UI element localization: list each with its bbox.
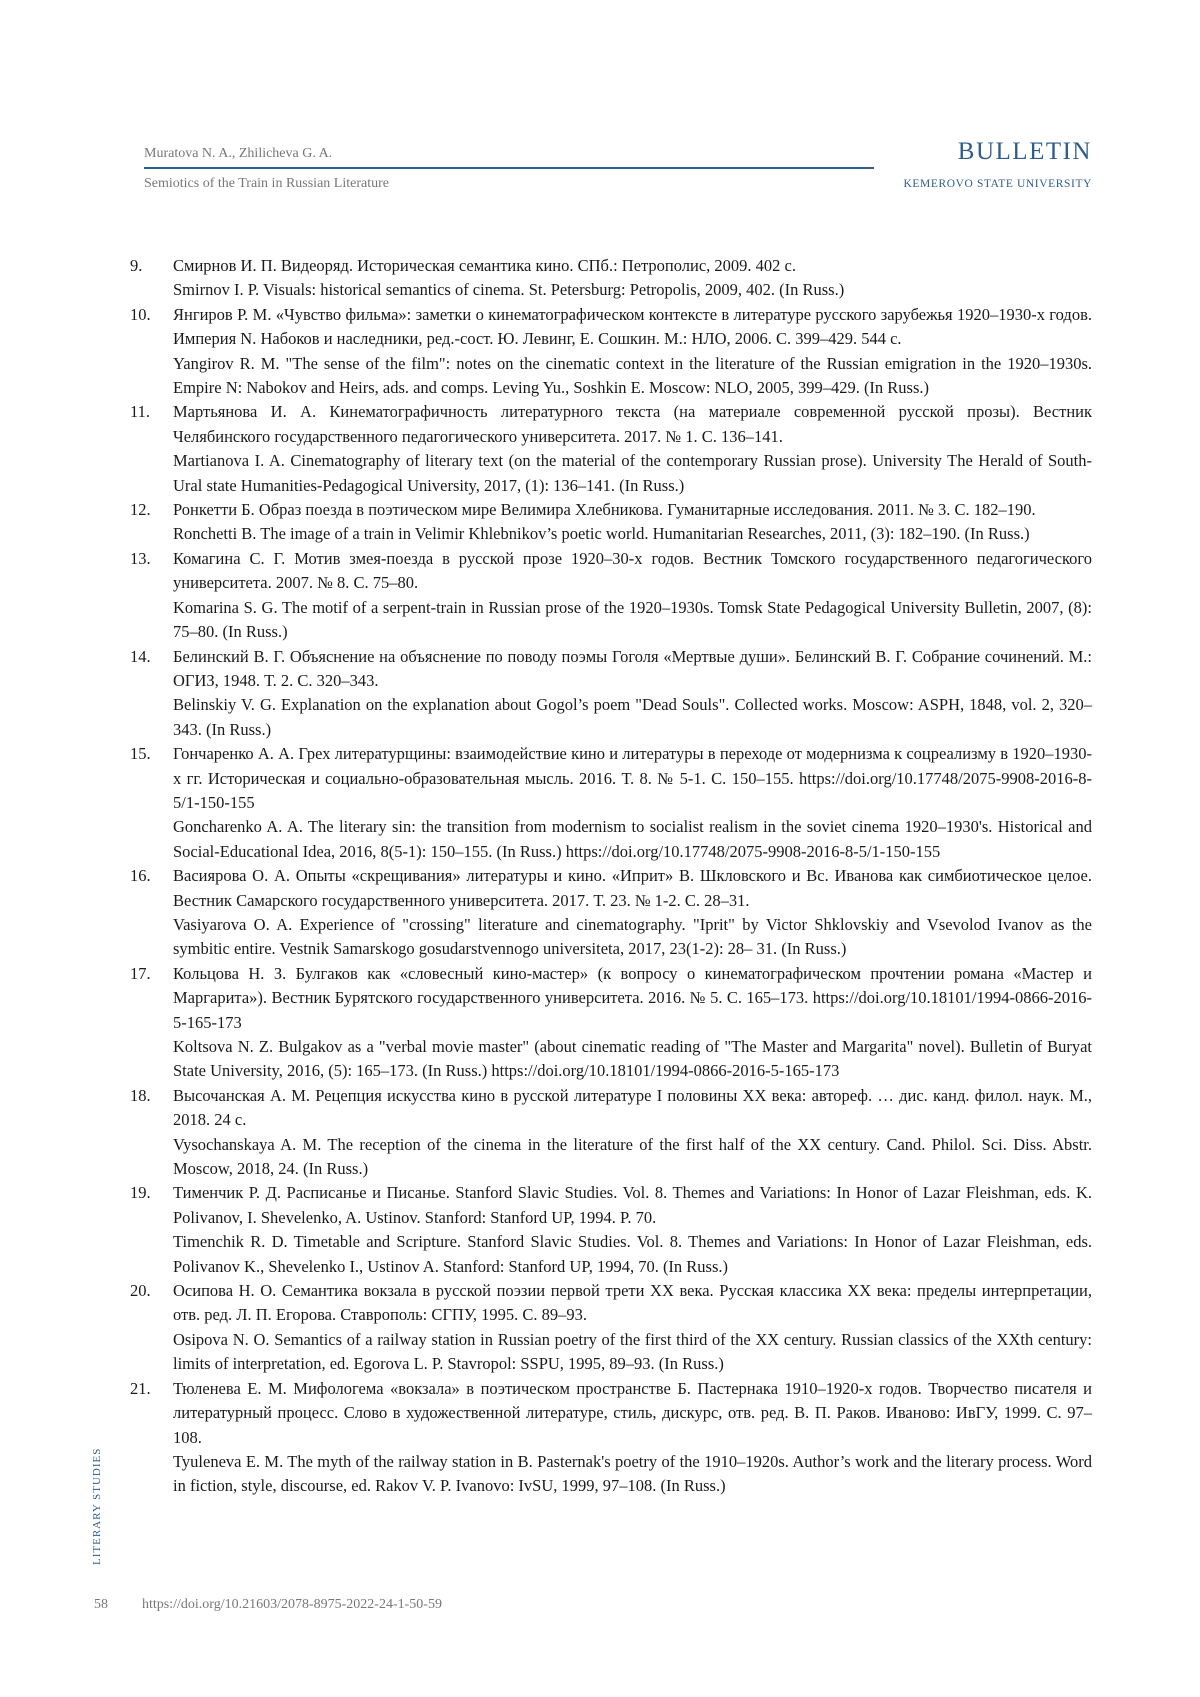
reference-english: Vasiyarova O. A. Experience of "crossing" literature and cinematography. "Iprit" by Victor Shklovskiy and Vsevolod Ivanov as the symbitic entire. Vestnik Samarskogo gosudarstvennogo universiteta, 2017, 23(1-2): 28– 31. (In Russ.) xyxy=(173,914,1092,959)
reference-list xyxy=(130,254,1092,1499)
reference-item xyxy=(130,1377,1092,1499)
section-side-label: LITERARY STUDIES xyxy=(91,1447,103,1565)
reference-item xyxy=(130,547,1092,645)
reference-english: Yangirov R. M. "The sense of the film": notes on the cinematic context in the literature of the Russian emigration in the 1920–1930s. Empire N: Nabokov and Heirs, ads. and comps. Leving Yu., Soshkin E. Moscow: NLO, 2005, 399–429. (In Russ.) xyxy=(173,353,1092,398)
page-header xyxy=(144,138,1092,198)
reference-number: 14. xyxy=(130,646,151,666)
reference-number: 19. xyxy=(130,1183,151,1203)
reference-russian: Комагина С. Г. Мотив змея-поезда в русской прозе 1920–30-х годов. Вестник Томского государственного педагогического университета. 2007. № 8. С. 75–80. xyxy=(173,548,1092,593)
reference-russian: Васиярова О. А. Опыты «скрещивания» литературы и кино. «Иприт» В. Шкловского и Вс. Иванова как симбиотическое целое. Вестник Самарского государственного университета. 2017. Т. 23. № 1-2. С. 28–31. xyxy=(173,866,1092,910)
reference-russian: Высочанская А. М. Рецепция искусства кино в русской литературе I половины XX века: автореф. … дис. канд. филол. наук. М., 2018. 24 с. xyxy=(173,1085,1092,1130)
reference-russian: Смирнов И. П. Видеоряд. Историческая семантика кино. СПб.: Петрополис, 2009. 402 с. xyxy=(173,256,797,275)
article-doi[interactable]: https://doi.org/10.21603/2078-8975-2022-24-1-50-59 xyxy=(142,1597,442,1612)
reference-english: Belinskiy V. G. Explanation on the explanation about Gogol’s poem "Dead Souls". Collected works. Moscow: ASPH, 1848, vol. 2, 320–343. (In Russ.) xyxy=(173,695,1092,739)
reference-number: 17. xyxy=(130,963,151,983)
reference-russian: Тюленева Е. М. Мифологема «вокзала» в поэтическом пространстве Б. Пастернака 1910–1920-х годов. Творчество писателя и литературный процесс. Слово в художественной литературе, стиль, дискурс, отв. ред. В. П. Раков. Иваново: ИвГУ, 1999. С. 97–108. xyxy=(173,1378,1092,1447)
header-rule xyxy=(144,167,874,169)
reference-item xyxy=(130,498,1092,547)
reference-english: Koltsova N. Z. Bulgakov as a "verbal movie master" (about cinematic reading of "The Master and Margarita" novel). Bulletin of Buryat State University, 2016, (5): 165–173. (In Russ.) https://doi.org/10.18101/1994-0866-2016-5-165-173 xyxy=(173,1037,1092,1081)
page-number: 58 xyxy=(94,1597,108,1612)
reference-number: 12. xyxy=(130,500,151,520)
reference-item xyxy=(130,864,1092,962)
reference-russian: Янгиров Р. М. «Чувство фильма»: заметки о кинематографическом контексте в литературе русского зарубежья 1920–1930-х годов. Империя N. Набоков и наследники, ред.-сост. Ю. Левинг, Е. Сошкин. М.: НЛО, 2006. С. 399–429. 544 с. xyxy=(173,304,1092,349)
reference-item xyxy=(130,1279,1092,1377)
reference-russian: Осипова Н. О. Семантика вокзала в русской поэзии первой трети XX века. Русская классика XX века: пределы интерпретации, отв. ред. Л. П. Егорова. Ставрополь: СГПУ, 1995. С. 89–93. xyxy=(173,1281,1092,1325)
reference-item xyxy=(130,303,1092,401)
reference-number: 20. xyxy=(130,1281,151,1301)
reference-item xyxy=(130,1084,1092,1182)
reference-english: Ronchetti B. The image of a train in Velimir Khlebnikov’s poetic world. Humanitarian Researches, 2011, (3): 182–190. (In Russ.) xyxy=(173,524,1030,544)
reference-number: 13. xyxy=(130,548,151,568)
reference-number: 21. xyxy=(130,1378,151,1398)
reference-item xyxy=(130,1181,1092,1279)
reference-russian: Мартьянова И. А. Кинематографичность литературного текста (на материале современной русской прозы). Вестник Челябинского государственного педагогического университета. 2017. № 1. С. 136–141. xyxy=(173,402,1092,446)
reference-russian: Кольцова Н. З. Булгаков как «словесный кино-мастер» (к вопросу о кинематографическом прочтении романа «Мастер и Маргарита»). Вестник Бурятского государственного университета. 2016. № 5. С. 165–173. https://doi.org/10.18101/1994-0866-2016-5-165-173 xyxy=(173,963,1092,1032)
reference-number: 10. xyxy=(130,304,151,324)
journal-title: BULLETIN xyxy=(957,138,1092,165)
reference-english: Komarina S. G. The motif of a serpent-train in Russian prose of the 1920–1930s. Tomsk State Pedagogical University Bulletin, 2007, (8): 75–80. (In Russ.) xyxy=(173,597,1092,642)
reference-english: Smirnov I. P. Visuals: historical semantics of cinema. St. Petersburg: Petropolis, 2009, 402. (In Russ.) xyxy=(173,280,845,300)
reference-item xyxy=(130,645,1092,743)
reference-russian: Тименчик Р. Д. Расписанье и Писанье. Stanford Slavic Studies. Vol. 8. Themes and Variations: In Honor of Lazar Fleishman, eds. K. Polivanov, I. Shevelenko, A. Ustinov. Stanford: Stanford UP, 1994. P. 70. xyxy=(173,1183,1092,1227)
journal-subtitle: KEMEROVO STATE UNIVERSITY xyxy=(903,178,1092,190)
reference-number: 18. xyxy=(130,1085,151,1105)
reference-russian: Ронкетти Б. Образ поезда в поэтическом мире Велимира Хлебникова. Гуманитарные исследования. 2011. № 3. С. 182–190. xyxy=(173,500,1036,520)
reference-item xyxy=(130,742,1092,864)
reference-english: Vysochanskaya A. M. The reception of the cinema in the literature of the first half of the XX century. Cand. Philol. Sci. Diss. Abstr. Moscow, 2018, 24. (In Russ.) xyxy=(173,1134,1092,1179)
reference-number: 15. xyxy=(130,744,151,764)
reference-russian: Белинский В. Г. Объяснение на объяснение по поводу поэмы Гоголя «Мертвые души». Белинский В. Г. Собрание сочинений. М.: ОГИЗ, 1948. Т. 2. С. 320–343. xyxy=(173,646,1092,690)
reference-number: 9. xyxy=(130,256,143,275)
reference-english: Martianova I. A. Cinematography of literary text (on the material of the contemporary Russian prose). University The Herald of South-Ural state Humanities-Pedagogical University, 2017, (1): 136–141. (In Russ.) xyxy=(173,451,1092,495)
reference-russian: Гончаренко А. А. Грех литературщины: взаимодействие кино и литературы в переходе от модернизма к соцреализму в 1920–1930-х гг. Историческая и социально-образовательная мысль. 2016. Т. 8. № 5-1. С. 150–155. https://doi.org/10.17748/2075-9908-2016-8-5/1-150-155 xyxy=(173,744,1092,812)
running-head-authors: Muratova N. A., Zhilicheva G. A. xyxy=(144,146,333,161)
reference-item xyxy=(130,962,1092,1084)
reference-english: Goncharenko A. A. The literary sin: the transition from modernism to socialist realism in the soviet cinema 1920–1930's. Historical and Social-Educational Idea, 2016, 8(5-1): 150–155. (In Russ.) https://doi.org/10.17748/2075-9908-2016-8-5/1-150-155 xyxy=(173,817,1092,861)
reference-item xyxy=(130,254,1092,303)
reference-english: Timenchik R. D. Timetable and Scripture. Stanford Slavic Studies. Vol. 8. Themes and Variations: In Honor of Lazar Fleishman, eds. Polivanov K., Shevelenko I., Ustinov A. Stanford: Stanford UP, 1994, 70. (In Russ.) xyxy=(173,1232,1092,1276)
reference-number: 11. xyxy=(130,402,151,422)
reference-number: 16. xyxy=(130,866,151,886)
reference-english: Tyuleneva E. M. The myth of the railway station in B. Pasternak's poetry of the 1910–1920s. Author’s work and the literary process. Word in fiction, style, discourse, ed. Rakov V. P. Ivanovo: IvSU, 1999, 97–108. (In Russ.) xyxy=(173,1451,1092,1496)
reference-item xyxy=(130,400,1092,498)
reference-english: Osipova N. O. Semantics of a railway station in Russian poetry of the first third of the XX century. Russian classics of the XXth century: limits of interpretation, ed. Egorova L. P. Stavropol: SSPU, 1995, 89–93. (In Russ.) xyxy=(173,1329,1092,1374)
running-head-title: Semiotics of the Train in Russian Literature xyxy=(144,176,389,191)
